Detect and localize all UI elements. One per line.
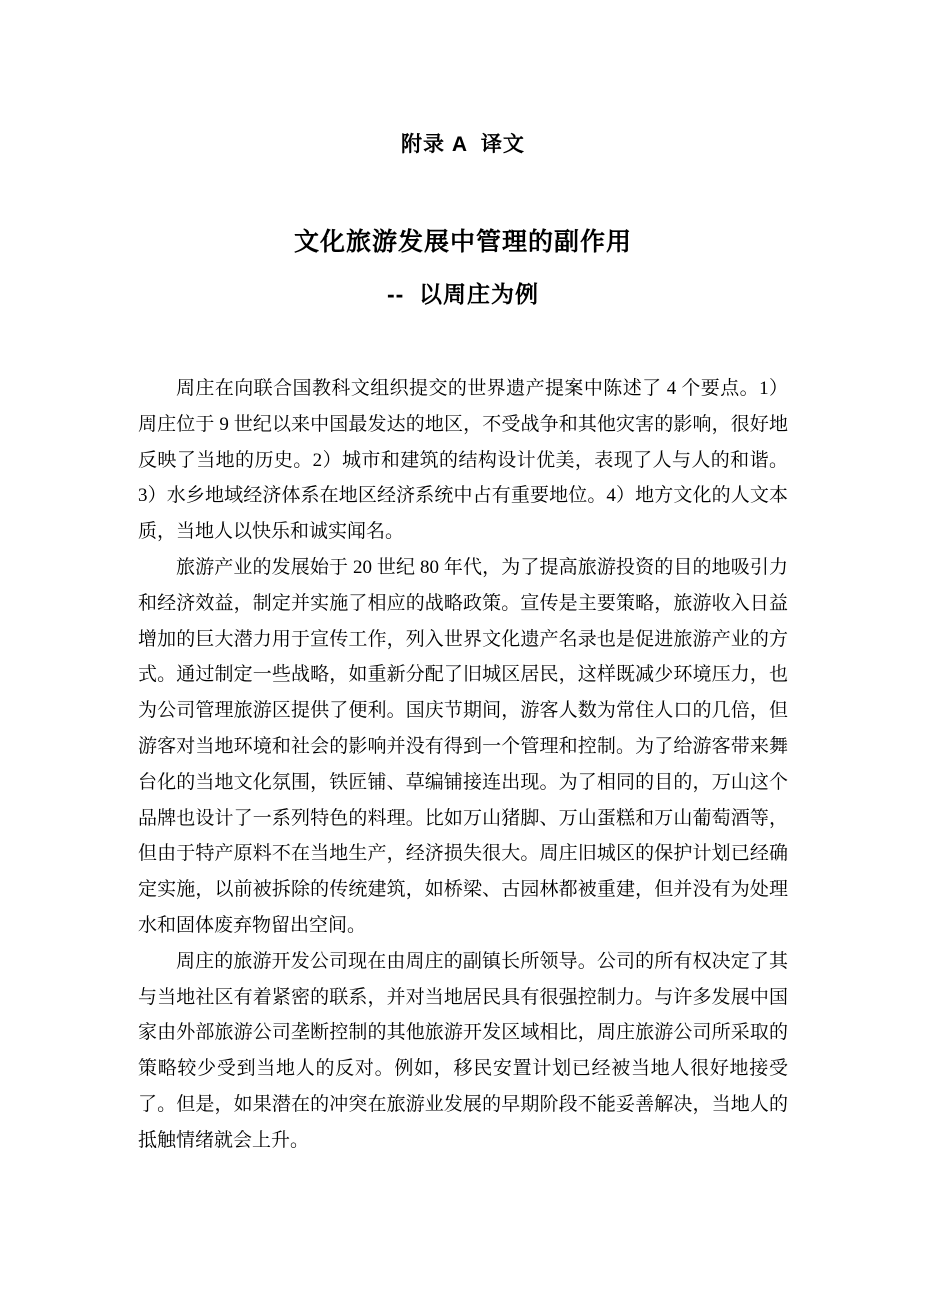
appendix-heading: 附录 A 译文 (401, 133, 525, 156)
body-paragraph: 旅游产业的发展始于 20 世纪 80 年代，为了提高旅游投资的目的地吸引力和经济效益，制定并实施了相应的战略政策。宣传是主要策略，旅游收入日益增加的巨大潜力用于宣传工作，列入世界文化遗产名录也是促进旅游产业的方式。通过制定一些战略，如重新分配了旧城区居民，这样既减少环境压力，也为公司管理旅游区提供了便利。国庆节期间，游客人数为常住人口的几倍，但游客对当地环境和社会的影响并没有得到一个管理和控制。为了给游客带来舞台化的当地文化氛围，铁匠铺、草编铺接连出现。为了相同的目的，万山这个品牌也设计了一系列特色的料理。比如万山猪脚、万山蛋糕和万山葡萄酒等，但由于特产原料不在当地生产，经济损失很大。周庄旧城区的保护计划已经确定实施，以前被拆除的传统建筑，如桥梁、古园林都被重建，但并没有为处理水和固体废弃物留出空间。 (138, 556, 788, 936)
document-subtitle: -- 以周庄为例 (386, 281, 540, 307)
body-paragraph: 周庄的旅游开发公司现在由周庄的副镇长所领导。公司的所有权决定了其与当地社区有着紧密的联系，并对当地居民具有很强控制力。与许多发展中国家由外部旅游公司垄断控制的其他旅游开发区域相比，周庄旅游公司所采取的策略较少受到当地人的反对。例如，移民安置计划已经被当地人很好地接受了。但是，如果潜在的冲突在旅游业发展的早期阶段不能妥善解决，当地人的抵触情绪就会上升。 (138, 950, 788, 1151)
document-title: 文化旅游发展中管理的副作用 (293, 228, 632, 256)
body-paragraph: 周庄在向联合国教科文组织提交的世界遗产提案中陈述了 4 个要点。1）周庄位于 9 世纪以来中国最发达的地区，不受战争和其他灾害的影响，很好地反映了当地的历史。2）城市和建筑的结构设计优美，表现了人与人的和谐。3）水乡地域经济体系在地区经济系统中占有重要地位。4）地方文化的人文本质，当地人以快乐和诚实闻名。 (138, 378, 788, 543)
document-body (138, 371, 788, 1159)
